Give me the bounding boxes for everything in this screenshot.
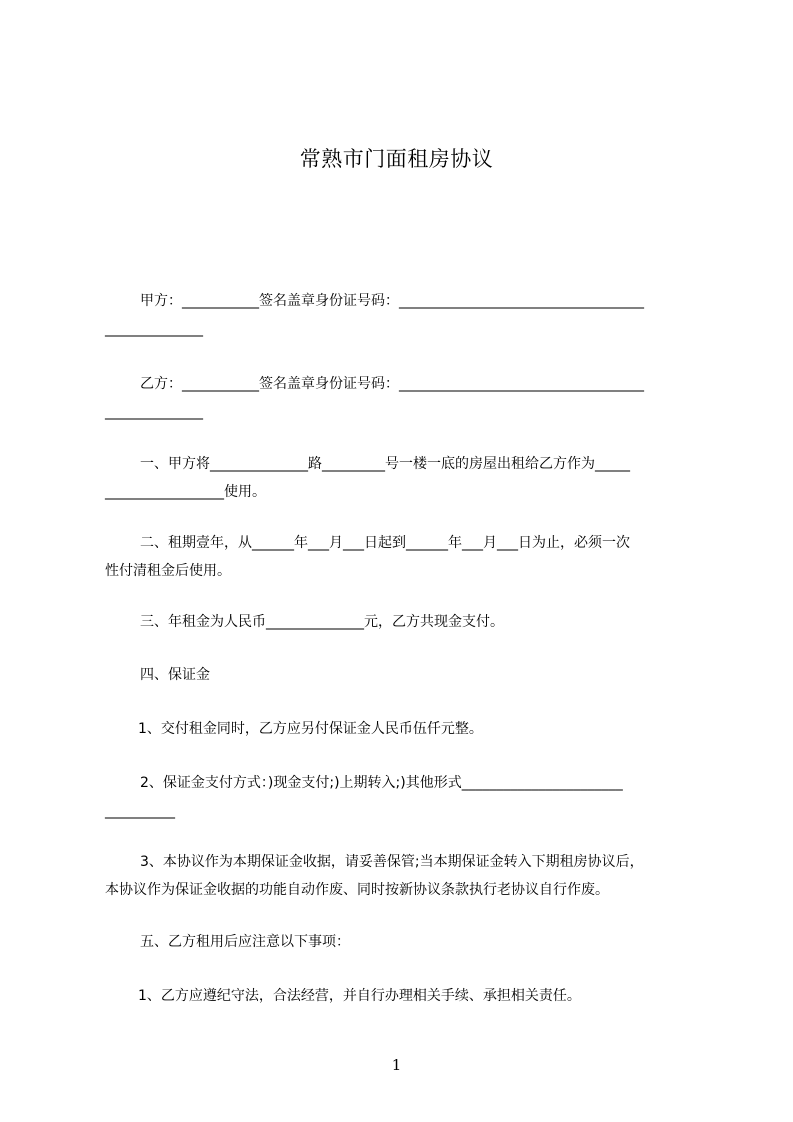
clause-1-line: 一、甲方将______________路_________号一楼一底的房屋出租给乙方作为_____ bbox=[140, 456, 630, 472]
clause-2-line-cont: 性付清租金后使用。 bbox=[105, 563, 231, 579]
clause-4-heading: 四、保证金 bbox=[140, 667, 210, 683]
clause-3-line: 三、年租金为人民币______________元，乙方共现金支付。 bbox=[140, 614, 504, 630]
clause-4-item-3: 3、本协议作为本期保证金收据，请妥善保管;当本期保证金转入下期租房协议后， bbox=[140, 854, 644, 870]
clause-4-item-1: 1、交付租金同时，乙方应另付保证金人民币伍仟元整。 bbox=[138, 721, 483, 737]
clause-1-line-cont: _________________使用。 bbox=[105, 484, 266, 500]
clause-4-item-3-cont: 本协议作为保证金收据的功能自动作废、同时按新协议条款执行老协议自行作废。 bbox=[105, 882, 609, 898]
party-b-line-cont: ______________ bbox=[105, 404, 203, 420]
page-number: 1 bbox=[391, 1056, 402, 1074]
party-b-line: 乙方：___________签名盖章身份证号码：___________________________________ bbox=[140, 376, 644, 392]
party-a-line: 甲方：___________签名盖章身份证号码：___________________________________ bbox=[140, 293, 644, 309]
party-a-line-cont: ______________ bbox=[105, 321, 203, 337]
clause-5-item-1: 1、乙方应遵纪守法，合法经营，并自行办理相关手续、承担相关责任。 bbox=[138, 988, 581, 1004]
document-title: 常熟市门面租房协议 bbox=[299, 147, 494, 171]
clause-4-item-2: 2、保证金支付方式：)现金支付;)上期转入;)其他形式_______________________ bbox=[140, 775, 623, 791]
clause-4-item-2-cont: __________ bbox=[105, 803, 175, 819]
clause-2-line: 二、租期壹年，从______年___月___日起到______年___月___日为止，必须一次 bbox=[140, 535, 630, 551]
clause-5-heading: 五、乙方租用后应注意以下事项： bbox=[140, 934, 350, 950]
